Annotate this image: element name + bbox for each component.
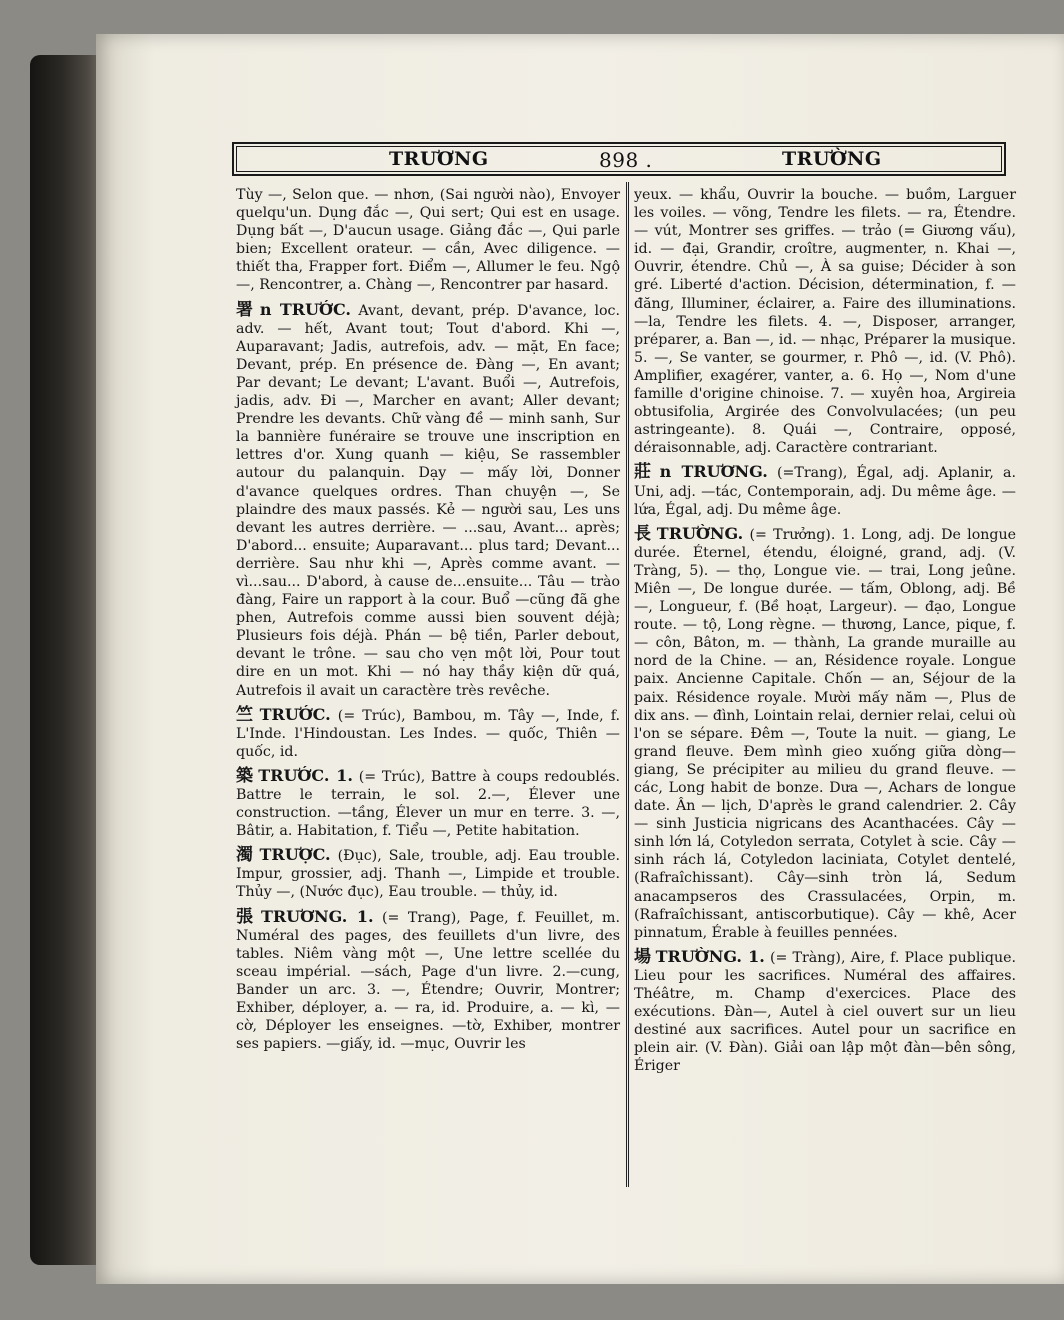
entry-headword: n TRƯỚC. [259,299,351,319]
entry-headword: TRƯƠNG. 1. [260,906,374,926]
dictionary-entry [236,846,620,901]
entry-headword: TRƯỜNG. [656,523,744,543]
han-character: 長 [634,523,653,544]
dictionary-entry [634,463,1016,518]
entry-definition: (= Trúc), Battre à coups redoublés. Battre le terrain, le sol. 2.—, Élever une construction. —tầng, Élever un mur en terre. 3. —, Bâtir, a. Habitation, f. Tiểu —, Petite habitation. [236,768,621,840]
entry-definition: (= Trang), Page, f. Feuillet, m. Numéral des pages, des feuillets d'un livre, des tables. Niêm vàng một —, Une lettre scellée du sceau impérial. —sách, Page d'un livre. 2.—cung, Bander un arc. 3. —, Étendre; Ouvrir, Montrer; Exhiber, déployer, a. — ra, id. Produire, a. — kì, — cờ, Déployer les enseignes. —tờ, Exhiber, montrer ses papiers. —giấy, id. —mục, Ouvrir les [236,909,620,1053]
entry-headword: TRƯỢC. [259,845,331,865]
entry-definition: (=Trang), Égal, adj. Aplanir, a. Uni, adj. —tác, Contemporain, adj. Du même âge. —lứa, Égal, adj. Du même âge. [634,465,1016,518]
continuation-text: yeux. — khẩu, Ouvrir la bouche. — buồm, Larguer les voiles. — võng, Tendre les filets. — ra, Étendre. — vút, Montrer ses griffes. — trảo (= Giương vấu), id. — đại, Grandir, croître, augmenter, n. Khai —, Ouvrir, étendre. Chủ —, À sa guise; Décider à son gré. Liberté d'action. Décision, détermination, f. — đăng, Illuminer, éclairer, a. Faire des illuminations. —la, Tendre les filets. 4. —, Disposer, arranger, préparer, a. Ban —, id. — nhạc, Préparer la musique. 5. —, Se vanter, se gourmer, r. Phô —, id. (V. Phô). Amplifier, exagérer, vanter, a. 6. Họ —, Nom d'une famille d'origine chinoise. 7. — xuyên hoa, Argireia obtusifolia, Argirée des Convolvulacées; (un peu astringeante). 8. Quái —, Contraire, opposé, déraisonnable, adj. Caractère contrariant. [634,187,1016,457]
entry-definition: (= Tràng), Aire, f. Place publique. Lieu pour les sacrifices. Numéral des affaires. Théâtre, m. Champ d'exercices. Place des exécutions. Đàn—, Autel à ciel ouvert sur un lieu destiné aux sacrifices. Autel pour un sacrifice en plein air. (V. Đàn). Giải oan lập một đàn—bên sông, Ériger [634,949,1017,1075]
entry-headword: TRƯỚC. [259,704,331,724]
dictionary-entry [634,525,1016,942]
han-character: 署 [236,299,256,320]
han-character: 濁 [236,845,256,866]
dictionary-entry [236,706,620,761]
book-spine [30,55,100,1265]
entry-headword: n TRƯƠNG. [659,462,768,482]
entry-headword: TRƯỜNG. 1. [655,946,765,966]
continuation-text: Tùy —, Selon que. — nhơn, (Sai người nào), Envoyer quelqu'un. Dụng đắc —, Qui sert; Qui est en usage. Dụng bất —, D'aucun usage. Giảng đắc —, Qui parle bien; Excellent orateur. — cần, Avec diligence. — thiết tha, Frapper fort. Điểm —, Allumer le feu. Ngộ —, Rencontrer, a. Chàng —, Rencontrer par hasard. [236,187,620,294]
entry-definition: (Đục), Sale, trouble, adj. Eau trouble. Impur, grossier, adj. Thanh —, Limpide et trouble. Thủy —, (Nước đục), Eau trouble. — thủy, id. [236,848,621,901]
right-column [634,186,1016,1082]
left-column [236,186,620,1059]
header-left-word: TRƯƠNG [389,148,489,170]
han-character: 場 [634,946,652,967]
entry-definition: Avant, devant, prép. D'avance, loc. adv. — hết, Avant tout; Tout d'abord. Khi —, Auparavant; Jadis, autrefois, adv. — mặt, En face; Devant, prép. En présence de. Đàng —, En avant; Par devant; Le devant; L'avant. Buổi —, Autrefois, jadis, adv. Đi —, Marcher en avant; Aller devant; Prendre les devants. Chữ vàng đề — minh sanh, Sur la bannière funéraire se trouve une inscription en lettres d'or. Xung quanh — kiệu, Se rassembler autour du palanquin. Dạy — mấy lời, Donner d'avance quelques ordres. Than chuyện —, Se plaindre des maux passés. Kẻ — người sau, Les uns devant les autres derrière. — ...sau, Avant... après; D'abord... ensuite; Auparavant... plus tard; Devant... derrière. Sau như khi —, Après comme avant. — vì...sau... D'abord, à cause de...ensuite... Tâu — trào đàng, Faire un rapport à la cour. Buổ —cũng đã ghe phen, Autrefois comme aussi bien souvent déjà; Plusieurs fois déjà. Phán — bệ tiền, Parler debout, devant le trône. — sau cho vẹn một lời, Pour tout dire en un mot. Khi — nó hay thầy kiện dữ quá, Autrefois il avait un caractère très revêche. [236,302,621,699]
header-right-word: TRƯỜNG [782,148,882,170]
entry-headword: TRƯỚC. 1. [258,765,353,785]
entry-definition: (= Trúc), Bambou, m. Tây —, Inde, f. L'Inde. l'Hindoustan. Les Indes. — quốc, Thiên — quốc, id. [236,707,620,760]
dictionary-entry [236,767,620,840]
han-character: 張 [236,906,257,927]
dictionary-entry [236,301,620,700]
han-character: 築 [236,765,255,786]
han-character: 莊 [634,462,656,483]
running-header [232,142,1006,176]
column-divider [626,182,629,1187]
dictionary-entry [236,908,620,1054]
dictionary-entry [634,948,1016,1076]
han-character: 竺 [236,704,256,725]
entry-definition: (= Trưởng). 1. Long, adj. De longue durée. Éternel, étendu, éloigné, grand, adj. (V. Tràng, 5). — thọ, Longue vie. — trai, Long jeûne. Miên —, De longue durée. — tấm, Oblong, adj. Bề —, Longueur, f. (Bề hoạt, Largeur). — đạo, Longue route. — tộ, Long règne. — thương, Lance, pique, f. — côn, Bâton, m. — thành, La grande muraille au nord de la Chine. — an, Résidence royale. Longue paix. Ancienne Capitale. Chốn — an, Séjour de la paix. Résidence royale. Mười mấy năm —, Plus de dix ans. — đình, Lointain relai, dernier relai, celui où l'on se sépare. Đêm —, Toute la nuit. — giang, Le grand fleuve. Đem mình gieo xuống giữa dòng—giang, Se précipiter au milieu du grand fleuve. — các, Long habit de bonze. Dưa —, Achars de longue date. Ân — lịch, D'après le grand calendrier. 2. Cây — sinh Justicia nigricans des Acanthacées. Cây — sinh lớn lá, Cotyledon serrata, Cotylet à scie. Cây — sinh rách lá, Cotyledon laciniata, Cotylet dentelé, (Rafraîchissant). Cây—sinh tròn lá, Sedum anacampseros des Crassulacées, Orpin, m. (Rafraîchissant, antiscorbutique). Cây — khê, Acer pinnatum, Érable à feuilles pennées. [634,526,1017,941]
page-number: 898 . [599,148,653,172]
